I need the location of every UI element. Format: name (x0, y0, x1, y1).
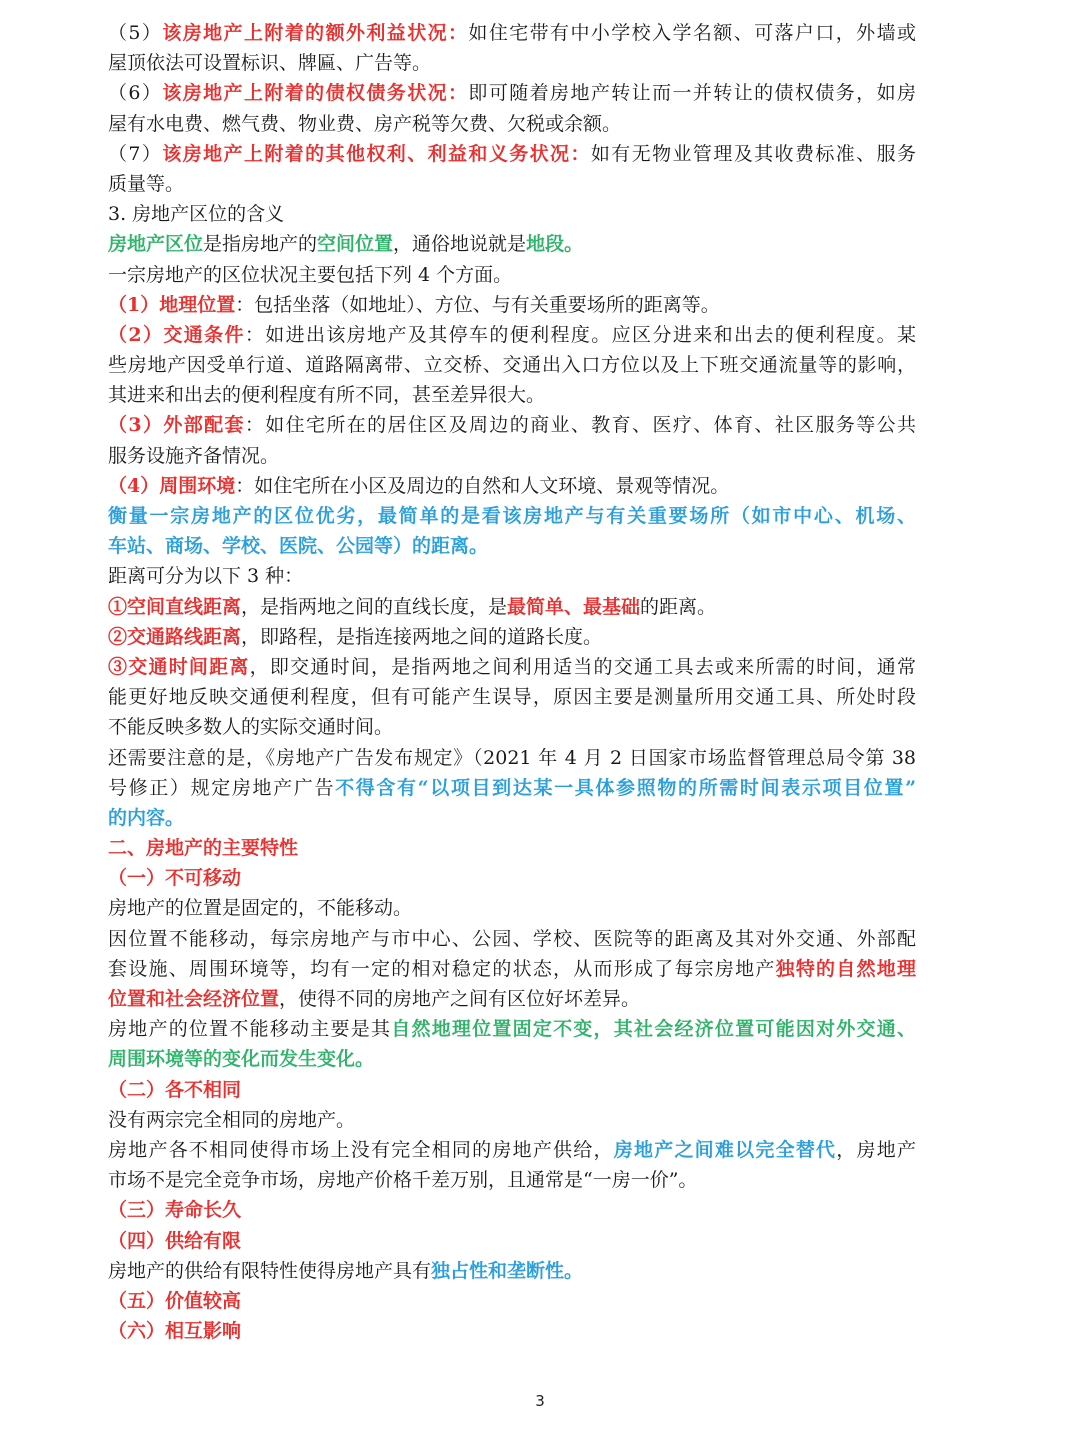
highlight-red: 该房地产上附着的其他权利、利益和义务状况： (162, 142, 591, 165)
highlight-blue: 车站、商场、学校、医院、公园等）的距离。 (108, 535, 489, 558)
highlight-red: （4）周围环境 (108, 474, 236, 497)
text-line (108, 441, 916, 471)
text-segment: 套设施、周围环境等，均有一定的相对稳定的状态，从而形成了每宗房地产 (108, 957, 776, 980)
highlight-green: 地段。 (526, 233, 584, 256)
text-line (108, 199, 916, 229)
highlight-red: 该房地产上附着的债权债务状况： (162, 82, 469, 105)
text-segment: ：如进出该房地产及其停车的便利程度。应区分进来和出去的便利程度。某 (244, 323, 916, 346)
highlight-red: （一）不可移动 (108, 867, 242, 890)
text-segment: 房地产的供给有限特性使得房地产具有 (108, 1259, 432, 1282)
text-segment: ：如住宅所在小区及周边的自然和人文环境、景观等情况。 (235, 474, 730, 497)
text-line (108, 893, 916, 923)
text-line (108, 1316, 916, 1346)
text-segment: 即可随着房地产转让而一并转让的债权债务，如房 (468, 82, 916, 105)
text-segment: ，房地产 (836, 1138, 916, 1161)
text-segment: 其进来和出去的便利程度有所不同，甚至差异很大。 (108, 384, 546, 407)
text-segment: 的距离。 (640, 595, 717, 618)
text-line (108, 1135, 916, 1165)
text-segment: ：包括坐落（如地址）、方位、与有关重要场所的距离等。 (235, 293, 720, 316)
highlight-red: 最简单、最基础 (507, 595, 641, 618)
text-line (108, 622, 916, 652)
text-line (108, 1044, 916, 1074)
text-segment: 没有两宗完全相同的房地产。 (108, 1108, 356, 1131)
text-segment: 房地产的位置不能移动主要是其 (108, 1018, 392, 1041)
highlight-red: （六）相互影响 (108, 1320, 242, 1343)
text-line (108, 48, 916, 78)
text-line (108, 773, 916, 803)
text-line (108, 833, 916, 863)
text-line (108, 712, 916, 742)
text-line (108, 561, 916, 591)
text-line (108, 1286, 916, 1316)
text-segment: 房地产各不相同使得市场上没有完全相同的房地产供给， (108, 1138, 614, 1161)
text-segment: 距离可分为以下 3 种： (108, 565, 304, 588)
text-segment: （5） (108, 22, 163, 44)
text-line (108, 652, 916, 682)
highlight-green: 房地产区位 (108, 233, 204, 256)
text-line (108, 1256, 916, 1286)
text-line (108, 1014, 916, 1044)
highlight-red: （三）寿命长久 (108, 1199, 242, 1222)
text-line (108, 139, 916, 169)
highlight-red: （四）供给有限 (108, 1229, 242, 1252)
highlight-green: 空间位置 (317, 233, 394, 256)
text-segment: 是指房地产的 (203, 233, 318, 256)
highlight-green: 自然地理位置固定不变，其社会经济位置可能因对外交通、 (391, 1018, 916, 1041)
text-segment: 能更好地反映交通便利程度，但有可能产生误导，原因主要是测量所用交通工具、所处时段 (108, 686, 916, 709)
text-line (108, 1165, 916, 1195)
text-line (108, 290, 916, 320)
text-segment: （7） (108, 142, 163, 165)
text-line (108, 380, 916, 410)
text-segment: ，通俗地说就是 (393, 233, 527, 256)
highlight-blue: 衡量一宗房地产的区位优劣，最简单的是看该房地产与有关重要场所（如市中心、机场、 (108, 505, 916, 527)
highlight-blue: 独占性和垄断性。 (431, 1259, 584, 1282)
text-line (108, 682, 916, 712)
text-segment: ，是指两地之间的直线长度，是 (241, 595, 508, 618)
highlight-blue: 不得含有“以项目到达某一具体参照物的所需时间表示项目位置” (335, 776, 916, 799)
text-segment: 号修正）规定房地产广告 (108, 776, 336, 799)
highlight-red: （2）交通条件 (108, 323, 245, 346)
text-segment: ，即路程，是指连接两地之间的道路长度。 (241, 625, 603, 648)
highlight-red: 位置和社会经济位置 (108, 988, 280, 1010)
text-segment: （6） (108, 82, 163, 105)
text-line (108, 109, 916, 139)
text-line (108, 1105, 916, 1135)
text-segment: 因位置不能移动，每宗房地产与市中心、公园、学校、医院等的距离及其对外交通、外部配 (108, 927, 916, 950)
highlight-red: （五）价值较高 (108, 1289, 242, 1312)
text-line (108, 260, 916, 290)
text-line (108, 924, 916, 954)
text-segment: ，使得不同的房地产之间有区位好坏差异。 (279, 988, 641, 1010)
text-line (108, 169, 916, 199)
highlight-blue: 房地产之间难以完全替代 (613, 1138, 837, 1161)
text-line (108, 229, 916, 259)
text-line (108, 78, 916, 108)
text-line (108, 863, 916, 893)
text-line (108, 531, 916, 561)
highlight-red: ①空间直线距离 (108, 595, 242, 618)
text-segment: 屋顶依法可设置标识、牌匾、广告等。 (108, 52, 432, 75)
document-body (108, 18, 916, 1346)
text-line (108, 954, 916, 984)
text-segment: 如住宅带有中小学校入学名额、可落户口，外墙或 (468, 22, 916, 44)
text-line (108, 471, 916, 501)
text-line (108, 1195, 916, 1225)
text-line (108, 18, 916, 48)
text-segment: 些房地产因受单行道、道路隔离带、立交桥、交通出入口方位以及上下班交通流量等的影响， (108, 354, 916, 377)
text-segment: 市场不是完全竞争市场，房地产价格千差万别，且通常是“一房一价”。 (108, 1169, 698, 1192)
text-line (108, 803, 916, 833)
highlight-red: （1）地理位置 (108, 293, 236, 316)
text-segment: 3. 房地产区位的含义 (108, 203, 285, 226)
text-line (108, 743, 916, 773)
text-line (108, 320, 916, 350)
text-segment: 一宗房地产的区位状况主要包括下列 4 个方面。 (108, 263, 513, 286)
text-line (108, 410, 916, 440)
text-segment: 不能反映多数人的实际交通时间。 (108, 716, 394, 739)
text-segment: 屋有水电费、燃气费、物业费、房产税等欠费、欠税或余额。 (108, 112, 622, 135)
text-segment: 质量等。 (108, 172, 185, 195)
text-line (108, 592, 916, 622)
text-segment: 房地产的位置是固定的，不能移动。 (108, 897, 413, 920)
highlight-red: （3）外部配套 (108, 414, 245, 437)
text-segment: 如有无物业管理及其收费标准、服务 (590, 142, 916, 165)
text-line (108, 350, 916, 380)
highlight-red: 该房地产上附着的额外利益状况： (162, 22, 469, 44)
text-line (108, 1226, 916, 1256)
highlight-red: 独特的自然地理 (775, 957, 916, 980)
text-segment: ，即交通时间，是指两地之间利用适当的交通工具去或来所需的时间，通常 (249, 655, 916, 678)
highlight-red: （二）各不相同 (108, 1078, 242, 1101)
highlight-green: 周围环境等的变化而发生变化。 (108, 1048, 375, 1071)
page-number: 3 (535, 1392, 545, 1410)
text-segment: 服务设施齐备情况。 (108, 444, 280, 467)
text-line (108, 984, 916, 1014)
text-line (108, 501, 916, 531)
highlight-blue: 的内容。 (108, 806, 185, 829)
text-segment: 还需要注意的是，《房地产广告发布规定》（2021 年 4 月 2 日国家市场监督管理总局令第 38 (108, 746, 916, 769)
highlight-red: ③交通时间距离 (108, 655, 250, 678)
text-line (108, 1075, 916, 1105)
text-segment: ：如住宅所在的居住区及周边的商业、教育、医疗、体育、社区服务等公共 (244, 414, 916, 437)
highlight-red: ②交通路线距离 (108, 625, 242, 648)
highlight-red: 二、房地产的主要特性 (108, 837, 299, 860)
